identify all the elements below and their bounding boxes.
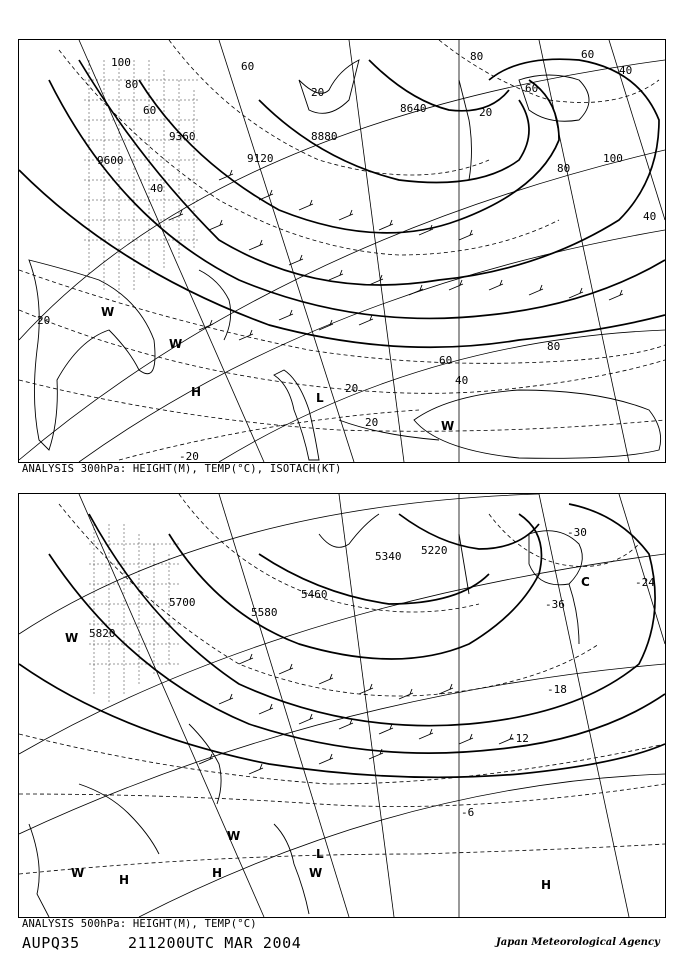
height-label: 9360 [169,130,196,143]
pressure-center: H [191,385,202,399]
isotach-label: 80 [547,340,561,353]
height-label: 5220 [421,544,448,557]
isotach-label: 40 [619,64,633,77]
height-label: 5820 [89,627,116,640]
height-label: 5460 [301,588,328,601]
pressure-center: C [581,575,590,589]
caption-500hpa: ANALYSIS 500hPa: HEIGHT(M), TEMP(°C) [22,918,257,930]
pressure-center: W [169,337,183,351]
isotach-label: 40 [455,374,469,387]
pressure-center: W [309,866,323,880]
temperature-label: -30 [567,526,587,539]
isotach-contours-300hpa [19,40,665,460]
temperature-label: -24 [635,576,655,589]
isotach-label: 20 [37,314,51,327]
isotach-label: 40 [150,182,164,195]
isotach-label: 20 [365,416,379,429]
temperature-label: -12 [509,732,529,745]
height-label: 5580 [251,606,278,619]
graticule-300hpa [19,40,665,462]
pressure-center: H [541,878,552,892]
chart-500hpa [18,493,666,918]
isotach-label: 100 [603,152,623,165]
height-label: 8880 [311,130,338,143]
isotach-label: 20 [345,382,359,395]
station-barbs-500hpa [199,654,513,774]
isotach-label: 60 [525,82,539,95]
pressure-center: H [119,873,130,887]
pressure-center: L [316,391,324,405]
chart-code: AUPQ35 [22,934,80,952]
height-contours-300hpa [19,59,665,347]
pressure-center: L [316,847,324,861]
temperature-contours-500hpa [19,494,665,874]
height-contours-500hpa [19,504,665,777]
pressure-center: W [65,631,79,645]
height-label: 5700 [169,596,196,609]
isotach-label: 60 [439,354,453,367]
pressure-center: W [227,829,241,843]
pressure-center: H [212,866,223,880]
isotach-label: 80 [125,78,139,91]
height-label: 8640 [400,102,427,115]
temperature-label: -20 [179,450,199,462]
chart-300hpa [18,39,666,463]
isotach-label: 100 [111,56,131,69]
pressure-center: W [101,305,115,319]
map-500hpa [19,494,665,917]
height-label: 5340 [375,550,402,563]
caption-300hpa: ANALYSIS 300hPa: HEIGHT(M), TEMP(°C), ISOTACH(KT) [22,463,342,475]
height-label: 9600 [97,154,124,167]
isotach-label: 40 [643,210,657,223]
isotach-label: 20 [479,106,493,119]
isotach-label: 60 [241,60,255,73]
temperature-label: -36 [545,598,565,611]
isotach-label: 80 [557,162,571,175]
isotach-label: 80 [470,50,484,63]
temperature-label: -6 [461,806,475,819]
valid-datetime: 211200UTC MAR 2004 [128,934,302,952]
pressure-center: W [441,419,455,433]
height-label: 9120 [247,152,274,165]
isotach-label: 60 [581,48,595,61]
agency-name: Japan Meteorological Agency [496,937,660,948]
pressure-center: W [71,866,85,880]
isotach-label: 60 [143,104,157,117]
temperature-label: -18 [547,683,567,696]
isotach-label: 20 [311,86,325,99]
map-300hpa [19,40,665,462]
